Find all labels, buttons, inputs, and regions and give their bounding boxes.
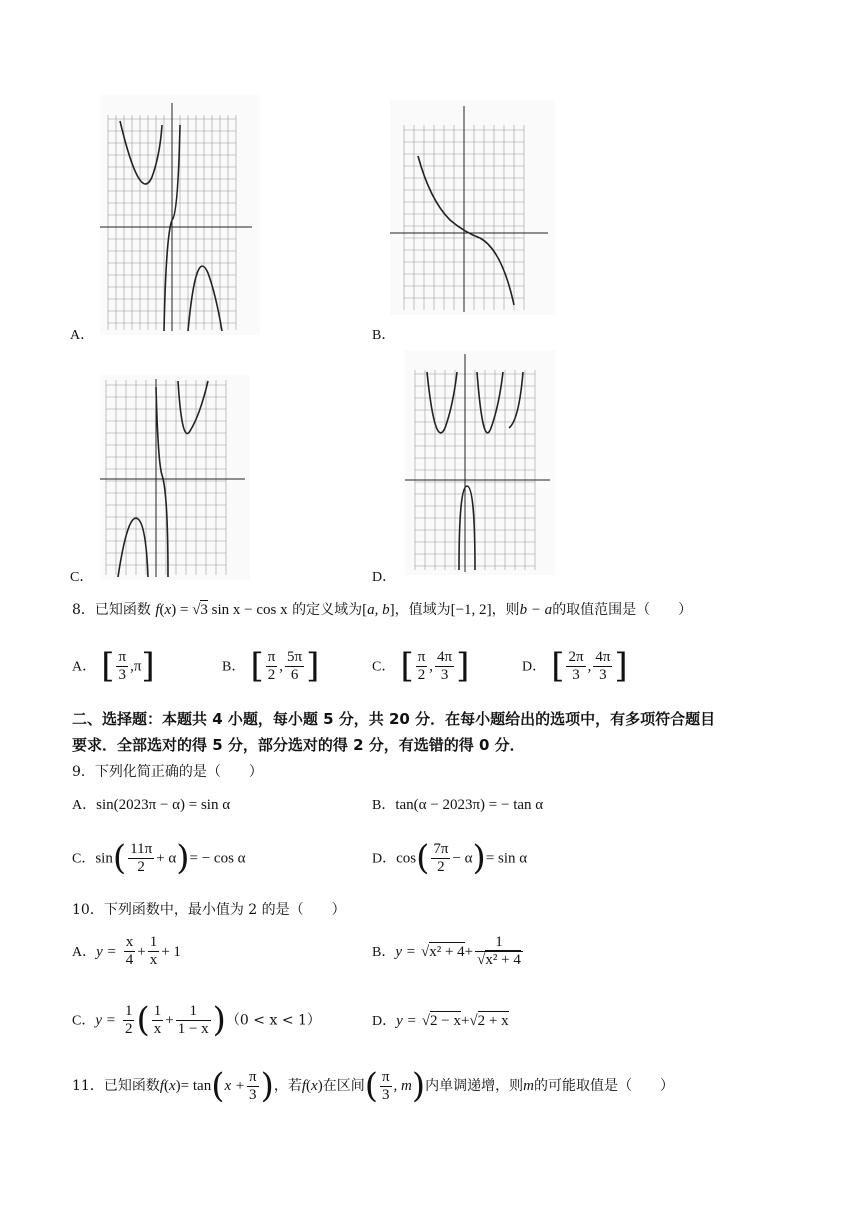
- q8-c-frac1: $\frac{\pi}{2}$: [417, 648, 426, 683]
- q10-stem: 10．下列函数中，最小值为 2 的是（ ）: [72, 902, 346, 918]
- q8-option-d[interactable]: D． [ $\frac{2\pi}{3}$ , $\frac{4\pi}{3}$ ]: [522, 646, 628, 686]
- q9-c-post: + α: [156, 850, 177, 867]
- q9-d-post: − α: [452, 850, 473, 867]
- q9-c-label: C．: [72, 851, 96, 867]
- q8-d-label: D．: [522, 659, 547, 675]
- q11-mid: ，若: [273, 1078, 302, 1094]
- q8-b-frac2: $\frac{5\pi}{6}$: [287, 648, 303, 683]
- graph-c-svg: [100, 375, 250, 580]
- q10-c-frac0: $\frac{1}{2}$: [124, 1002, 133, 1037]
- q8-prefix: 8．已知函数: [72, 602, 151, 618]
- q8-c-frac2: $\frac{4\pi}{3}$: [437, 648, 453, 683]
- q8-ba: b − a: [519, 602, 553, 618]
- q10-option-d[interactable]: D．y = √2 − x+√2 + x: [372, 1013, 509, 1029]
- graph-d-svg: [405, 350, 555, 575]
- q8-d-frac1: $\frac{2\pi}{3}$: [568, 648, 584, 683]
- q7-option-b[interactable]: B．: [372, 328, 396, 343]
- q8-suffix: 的取值范围是（ ）: [552, 602, 693, 618]
- q10-a-frac2: $\frac{1}{x}$: [149, 934, 158, 968]
- q11-suffix: 的可能取值是（ ）: [534, 1078, 674, 1094]
- q9-c-frac: $\frac{11\pi}{2}$: [130, 840, 153, 875]
- q8-mid3: ，则: [491, 602, 520, 618]
- q9-stem: 9．下列化简正确的是（ ）: [72, 764, 263, 780]
- q10-d-s1: 2 − x: [429, 1013, 461, 1029]
- q11-mid3: 内单调递增，则: [425, 1078, 524, 1094]
- q11-inner-x: x +: [224, 1078, 246, 1094]
- q10-c-label: C．: [72, 1013, 96, 1029]
- q8-sqrt3: 3: [200, 602, 208, 618]
- graph-d: [405, 350, 555, 575]
- q8-mid2: ，值域为: [394, 602, 451, 618]
- q10-b-frac: $\frac{1}{\text{√x² + 4}}$: [477, 934, 521, 968]
- q10-b-plus: +: [464, 944, 474, 960]
- q10-d-y: y =: [396, 1013, 417, 1029]
- q11-frac: $\frac{\pi}{3}$: [249, 1068, 257, 1103]
- q10-b-label: B．: [372, 945, 396, 960]
- graph-c: [100, 375, 250, 580]
- q10-a-tail: + 1: [161, 944, 181, 960]
- graph-b-svg: [390, 100, 555, 315]
- q8-d-frac2: $\frac{4\pi}{3}$: [595, 648, 611, 683]
- q10-a-frac1: $\frac{x}{4}$: [125, 934, 134, 968]
- q11-x2: x: [311, 1078, 318, 1094]
- q8-a-label: A．: [72, 659, 97, 675]
- q9-option-c[interactable]: C．sin( $\frac{11\pi}{2}$ + α)= − cos α: [72, 838, 246, 878]
- q10-d-label: D．: [372, 1014, 397, 1029]
- q8-x: x: [164, 602, 172, 618]
- q8-c-label: C．: [372, 659, 396, 675]
- q8-stem: 8．已知函数 f(x) = √3 sin x − cos x 的定义域为[a, b]，值域为[−1, 2]，则b − a的取值范围是（ ）: [72, 602, 693, 618]
- q8-b-label: B．: [222, 659, 246, 675]
- q9-c-rhs: = − cos α: [189, 850, 246, 867]
- q11-x: x: [169, 1078, 176, 1094]
- q10-b-y: y =: [395, 944, 416, 960]
- graph-a: [100, 95, 260, 335]
- section2-line2: 要求．全部选对的得 5 分，部分选对的得 2 分，有选错的得 0 分．: [72, 736, 525, 754]
- q9-d-frac: $\frac{7\pi}{2}$: [433, 840, 449, 875]
- q8-b-frac1: $\frac{\pi}{2}$: [267, 648, 276, 683]
- q7-option-d[interactable]: D．: [372, 570, 397, 585]
- graph-a-svg: [100, 95, 260, 335]
- q10-a-plus: +: [137, 944, 146, 960]
- section2-line1: 二、选择题：本题共 4 小题，每小题 5 分，共 20 分．在每小题给出的选项中，有多项符合题目: [72, 710, 716, 728]
- section2-heading: [72, 706, 812, 758]
- q11-f2: f: [301, 1078, 307, 1094]
- q11-prefix: 11．已知函数: [72, 1078, 160, 1094]
- q10-c-frac1: $\frac{1}{x}$: [153, 1002, 162, 1037]
- q8-f: f: [155, 602, 160, 618]
- q10-c-cond: （0 < x < 1）: [225, 1012, 321, 1029]
- q10-d-s2: 2 + x: [477, 1013, 509, 1029]
- q11-int-frac: $\frac{\pi}{3}$: [381, 1068, 390, 1103]
- q9-option-d[interactable]: D．cos( $\frac{7\pi}{2}$ − α)= sin α: [372, 838, 528, 878]
- q9-b-label: B．: [372, 798, 396, 813]
- q10-d-plus: +: [460, 1013, 470, 1029]
- q11-eq: = tan: [180, 1078, 212, 1094]
- q11-m: m: [523, 1078, 534, 1094]
- q9-a-label: A．: [72, 798, 97, 813]
- q8-expr: sin x − cos x: [211, 602, 288, 618]
- q10-b-sqrt: x² + 4: [429, 944, 465, 960]
- q10-c-y: y =: [95, 1012, 116, 1029]
- q9-a-expr: sin(2023π − α) = sin α: [96, 797, 231, 813]
- q10-option-a[interactable]: [72, 934, 181, 969]
- q9-option-a[interactable]: [72, 794, 230, 814]
- q8-mid1: 的定义域为: [292, 602, 363, 618]
- q8-range: −1, 2: [455, 602, 487, 618]
- q9-option-b[interactable]: [372, 794, 543, 814]
- q11-mid2: 在区间: [322, 1078, 365, 1094]
- q10-c-frac2: $\frac{1}{1 - x}$: [177, 1002, 209, 1037]
- q10-option-c[interactable]: C．y = $\frac{1}{2}$ ( $\frac{1}{x}$ + $\frac{1}{1 - x}$ )（0 < x < 1）: [72, 1000, 321, 1040]
- q8-a-v2: π: [133, 658, 142, 675]
- q8-option-a[interactable]: A． [ $\frac{\pi}{3}$ ,π]: [72, 646, 155, 686]
- q10-option-b[interactable]: B．y = √x² + 4+ $\frac{1}{\text{√x² + 4}}$: [372, 934, 521, 968]
- graph-b: [390, 100, 555, 315]
- q8-option-c[interactable]: C． [ $\frac{\pi}{2}$ , $\frac{4\pi}{3}$ ]: [372, 646, 470, 686]
- q8-option-b[interactable]: B． [ $\frac{\pi}{2}$ , $\frac{5\pi}{6}$ ]: [222, 646, 320, 686]
- q10-a-y: y =: [96, 944, 117, 960]
- q10-a-label: A．: [72, 945, 97, 960]
- q9-c-pre: sin: [95, 850, 113, 867]
- q8-eq: =: [179, 602, 189, 618]
- q9-d-label: D．: [372, 851, 397, 867]
- q11-f: f: [159, 1078, 164, 1094]
- q7-option-a[interactable]: A．: [70, 328, 95, 343]
- q9-d-rhs: = sin α: [485, 850, 528, 867]
- q8-a-frac: $\frac{\pi}{3}$: [118, 648, 127, 683]
- q9-b-expr: tan(α − 2023π) = − tan α: [395, 797, 544, 813]
- q9-d-pre: cos: [396, 850, 417, 867]
- q10-c-plus: +: [165, 1012, 174, 1029]
- q11-int-m: , m: [393, 1078, 412, 1094]
- q11-stem: 11．已知函数f(x)= tan(x + $\frac{\pi}{3}$ )，若f(x)在区间( $\frac{\pi}{3}$ , m)内单调递增，则m的可能取值是（ ）: [72, 1066, 674, 1106]
- q8-domain: a, b: [367, 602, 390, 618]
- q7-option-c[interactable]: C．: [70, 570, 94, 585]
